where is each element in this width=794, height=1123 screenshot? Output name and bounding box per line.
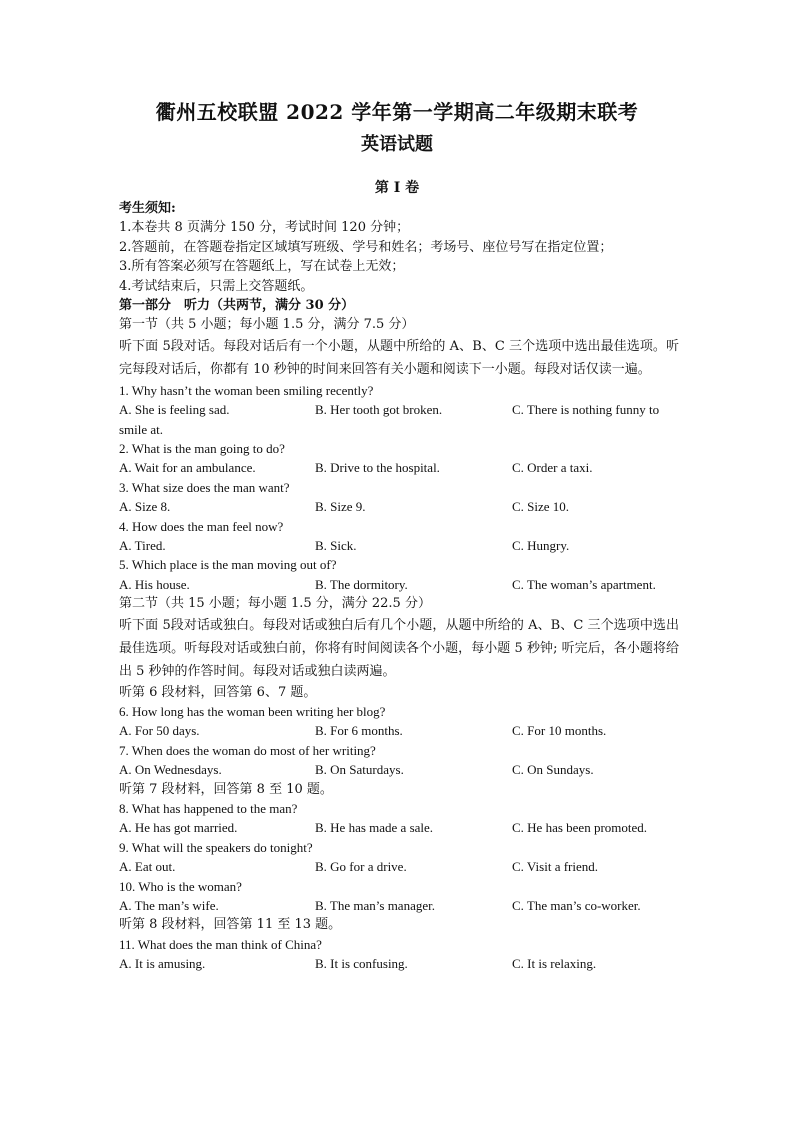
option-a: A. Eat out. (119, 859, 176, 875)
option-c: C. It is relaxing. (512, 956, 597, 972)
option-b: B. It is confusing. (315, 956, 408, 972)
question-options (119, 400, 679, 419)
question-options (119, 458, 679, 477)
question-stem: 7. When does the woman do most of her writing? (119, 742, 376, 758)
option-a: A. Size 8. (119, 499, 171, 515)
question-stem: 1. Why hasn’t the woman been smiling recently? (119, 382, 374, 398)
option-c: C. The woman’s apartment. (512, 576, 656, 592)
material-6-heading: 听第 6 段材料，回答第 6、7 题。 (119, 684, 317, 700)
exam-content (119, 199, 679, 974)
notice-heading: 考生须知: (119, 201, 176, 216)
option-a: A. For 50 days. (119, 723, 200, 739)
option-a: A. It is amusing. (119, 956, 206, 972)
option-b: B. Drive to the hospital. (315, 460, 440, 476)
part1-heading: 第一部分 听力（共两节，满分 30 分） (119, 298, 355, 314)
option-b: B. On Saturdays. (315, 762, 404, 778)
option-b: B. Go for a drive. (315, 859, 407, 875)
question-options (119, 575, 679, 594)
option-c: C. Order a taxi. (512, 460, 593, 476)
option-c: C. On Sundays. (512, 762, 594, 778)
option-c-continued: smile at. (119, 421, 164, 437)
section1-heading: 第一节（共 5 小题；每小题 1.5 分，满分 7.5 分） (119, 317, 415, 333)
option-a: A. On Wednesdays. (119, 762, 222, 778)
question-options (119, 818, 679, 837)
question-options (119, 497, 679, 516)
volume-label: 第 I 卷 (374, 180, 420, 196)
material-8-heading: 听第 8 段材料，回答第 11 至 13 题。 (119, 917, 342, 933)
question-options (119, 760, 679, 779)
question-stem: 10. Who is the woman? (119, 878, 242, 894)
option-c: C. Hungry. (512, 538, 570, 554)
option-c: C. Size 10. (512, 499, 570, 515)
question-options (119, 857, 679, 876)
question-stem: 9. What will the speakers do tonight? (119, 839, 313, 855)
notice-item: 3.所有答案必须写在答题纸上，写在试卷上无效； (119, 259, 405, 275)
exam-title: 衢州五校联盟 2022 学年第一学期高二年级期末联考 (155, 100, 639, 124)
section1-instructions: 听下面 5段对话。每段对话后有一个小题，从题中所给的 A、B、C 三个选项中选出最佳选项。听完每段对话后，你都有 10 秒钟的时间来回答有关小题和阅读下一小题。每段对话仅读一遍。 (119, 338, 679, 377)
question-options (119, 721, 679, 740)
question-stem: 4. How does the man feel now? (119, 518, 284, 534)
question-stem: 3. What size does the man want? (119, 479, 290, 495)
option-b: B. The man’s manager. (315, 898, 435, 914)
option-a: A. Wait for an ambulance. (119, 460, 256, 476)
option-b: B. For 6 months. (315, 723, 403, 739)
question-options (119, 896, 679, 915)
question-stem: 2. What is the man going to do? (119, 441, 285, 457)
question-stem: 11. What does the man think of China? (119, 936, 322, 952)
option-a: A. The man’s wife. (119, 898, 219, 914)
question-options (119, 954, 679, 973)
option-a: A. Tired. (119, 538, 166, 554)
option-c: C. For 10 months. (512, 723, 607, 739)
option-b: B. Size 9. (315, 499, 366, 515)
notice-item: 1.本卷共 8 页满分 150 分，考试时间 120 分钟； (119, 220, 410, 236)
question-stem: 6. How long has the woman been writing her blog? (119, 704, 386, 720)
section2-heading: 第二节（共 15 小题；每小题 1.5 分，满分 22.5 分） (119, 596, 431, 612)
option-b: B. He has made a sale. (315, 820, 434, 836)
option-b: B. The dormitory. (315, 576, 408, 592)
option-b: B. Her tooth got broken. (315, 402, 443, 418)
option-c: C. There is nothing funny to (512, 402, 660, 418)
exam-subtitle: 英语试题 (361, 134, 433, 155)
material-7-heading: 听第 7 段材料，回答第 8 至 10 题。 (119, 781, 333, 797)
option-c: C. Visit a friend. (512, 859, 598, 875)
option-c: C. The man’s co-worker. (512, 898, 641, 914)
option-b: B. Sick. (315, 538, 357, 554)
option-c: C. He has been promoted. (512, 820, 648, 836)
notice-item: 2.答题前，在答题卷指定区域填写班级、学号和姓名；考场号、座位号写在指定位置； (119, 239, 613, 255)
question-options (119, 536, 679, 555)
option-a: A. His house. (119, 576, 190, 592)
option-a: A. He has got married. (119, 820, 238, 836)
notice-item: 4.考试结束后，只需上交答题纸。 (119, 278, 314, 294)
question-stem: 5. Which place is the man moving out of? (119, 557, 337, 573)
question-stem: 8. What has happened to the man? (119, 801, 298, 817)
option-a: A. She is feeling sad. (119, 402, 230, 418)
section2-instructions: 听下面 5段对话或独白。每段对话或独白后有几个小题，从题中所给的 A、B、C 三个选项中选出最佳选项。听每段对话或独白前，你将有时间阅读各个小题，每小题 5 秒钟; 听完后，各小题将给出 5 秒钟的作答时间。每段对话或独白读两遍。 (119, 617, 679, 679)
